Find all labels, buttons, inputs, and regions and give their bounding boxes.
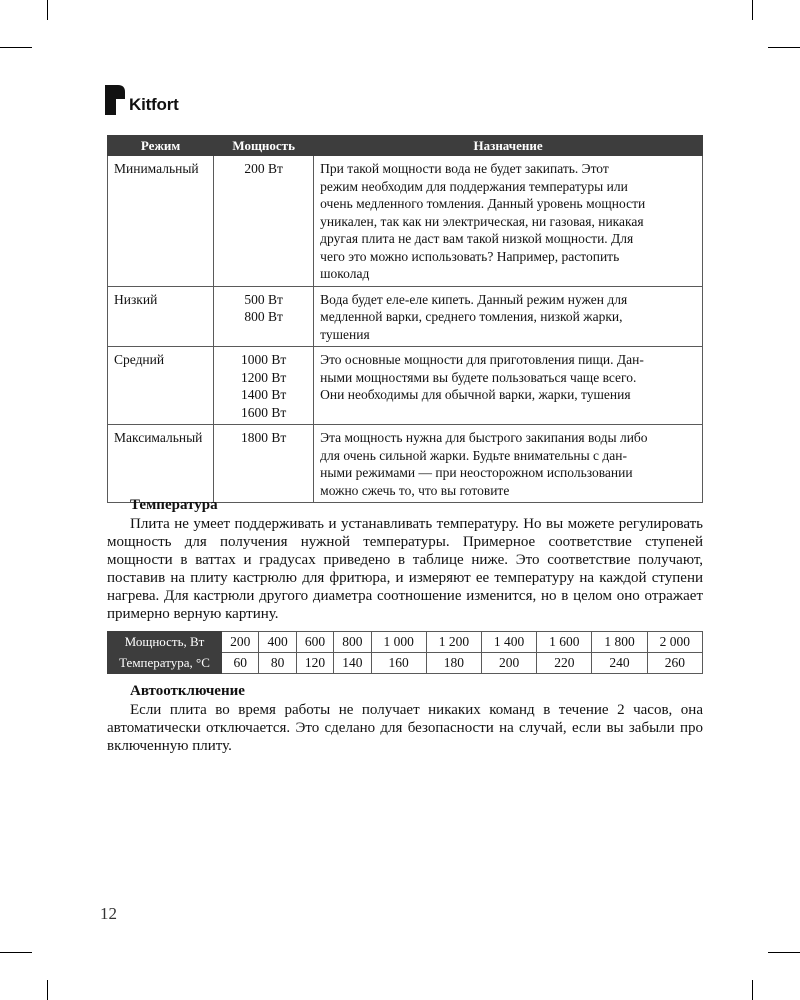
temperature-cell: 140 <box>334 653 371 674</box>
column-header: Мощность <box>214 136 314 156</box>
brand-name: Kitfort <box>129 95 179 114</box>
power-cell <box>214 156 314 287</box>
purpose-line: другая плита не даст вам такой низкой мощности. Для <box>320 231 634 246</box>
crop-mark <box>0 952 32 953</box>
power-value: 1800 Вт <box>241 430 287 445</box>
auto-off-paragraph: Если плита во время работы не получает никаких команд в течение 2 часов, она автоматически отключается. Это сделано для безопасности на случай, если вы забыли про включенную плиту. <box>107 702 703 754</box>
temperature-cell: 60 <box>222 653 259 674</box>
purpose-line: шоколад <box>320 266 370 281</box>
brand-logo <box>105 80 179 120</box>
temperature-paragraph: Плита не умеет поддерживать и устанавливать температуру. Но вы можете регулировать мощность для получения нужной температуры. Примерное соответствие ступеней мощности в ваттах и градусах приведено в таблице ниже. Это соответствие получают, поставив на плиту кастрюлю для фритюра, и измеряют ее температуру на каждой ступени нагрева. Для кастрюли другого диаметра соотношение изменится, но в целом оно отражает примерно верную картину. <box>107 516 703 622</box>
purpose-line: очень медленного томления. Данный уровень мощности <box>320 196 646 211</box>
purpose-line: Это основные мощности для приготовления пищи. Дан- <box>320 352 644 367</box>
power-value: 1400 Вт <box>241 387 287 402</box>
purpose-line: ными мощностями вы будете пользоваться чаще всего. <box>320 369 637 385</box>
temperature-heading: Температура <box>130 497 218 513</box>
power-cell: 400 <box>259 632 296 653</box>
power-value: 1000 Вт <box>241 352 287 367</box>
table-row <box>108 425 703 503</box>
purpose-line: режим необходим для поддержания температуры или <box>320 178 628 194</box>
crop-mark <box>752 980 753 1000</box>
purpose-line: можно сжечь то, что вы готовите <box>320 482 510 498</box>
column-header: Назначение <box>314 136 703 156</box>
purpose-line: Они необходимы для обычной варки, жарки, тушения <box>320 387 631 402</box>
power-cell: 1 400 <box>482 632 537 653</box>
mode-cell: Максимальный <box>108 425 214 503</box>
mode-cell: Минимальный <box>108 156 214 287</box>
power-row-label: Мощность, Вт <box>108 632 222 653</box>
power-temperature-table <box>107 631 703 674</box>
temperature-cell: 120 <box>296 653 333 674</box>
column-header: Режим <box>108 136 214 156</box>
mode-cell: Низкий <box>108 286 214 347</box>
purpose-line: медленной варки, среднего томления, низкой жарки, <box>320 309 623 324</box>
temperature-cell: 220 <box>537 653 592 674</box>
purpose-line: Вода будет еле-еле кипеть. Данный режим нужен для <box>320 291 628 307</box>
purpose-line: чего это можно использовать? Например, растопить <box>320 248 620 264</box>
temperature-cell: 200 <box>482 653 537 674</box>
table-row <box>108 156 703 287</box>
purpose-cell <box>314 286 703 347</box>
purpose-cell <box>314 425 703 503</box>
power-value: 1600 Вт <box>241 404 287 420</box>
purpose-line: для очень сильной жарки. Будьте внимательны с дан- <box>320 447 627 463</box>
page-number: 12 <box>100 904 117 923</box>
power-cell: 1 600 <box>537 632 592 653</box>
auto-off-heading: Автоотключение <box>130 683 245 699</box>
kitfort-logo-icon <box>105 85 127 115</box>
purpose-line: При такой мощности вода не будет закипать. Этот <box>320 161 609 176</box>
power-cell: 200 <box>222 632 259 653</box>
power-cell <box>214 347 314 425</box>
temperature-cell: 240 <box>592 653 647 674</box>
temperature-cell: 80 <box>259 653 296 674</box>
purpose-line: тушения <box>320 326 370 342</box>
purpose-line: ными режимами — при неосторожном использовании <box>320 465 633 480</box>
purpose-cell <box>314 156 703 287</box>
crop-mark <box>47 980 48 1000</box>
power-cell: 2 000 <box>647 632 702 653</box>
power-cell: 1 800 <box>592 632 647 653</box>
power-value: 200 Вт <box>244 161 283 176</box>
power-cell <box>214 425 314 503</box>
temperature-row-label: Температура, °С <box>108 653 222 674</box>
crop-mark <box>768 47 800 48</box>
power-modes-table <box>107 135 703 503</box>
power-value: 500 Вт <box>244 291 283 307</box>
power-cell: 600 <box>296 632 333 653</box>
crop-mark <box>752 0 753 20</box>
crop-mark <box>47 0 48 20</box>
power-value: 1200 Вт <box>241 369 287 385</box>
purpose-line: уникален, так как ни электрическая, ни газовая, никакая <box>320 213 644 229</box>
power-cell <box>214 286 314 347</box>
mode-cell: Средний <box>108 347 214 425</box>
purpose-line: Эта мощность нужна для быстрого закипания воды либо <box>320 430 648 445</box>
table-row <box>108 286 703 347</box>
crop-mark <box>768 952 800 953</box>
temperature-cell: 160 <box>371 653 426 674</box>
power-value: 800 Вт <box>244 309 283 324</box>
temperature-cell: 260 <box>647 653 702 674</box>
table-row <box>108 347 703 425</box>
purpose-cell <box>314 347 703 425</box>
crop-mark <box>0 47 32 48</box>
power-cell: 1 200 <box>426 632 481 653</box>
temperature-cell: 180 <box>426 653 481 674</box>
power-cell: 800 <box>334 632 371 653</box>
power-cell: 1 000 <box>371 632 426 653</box>
